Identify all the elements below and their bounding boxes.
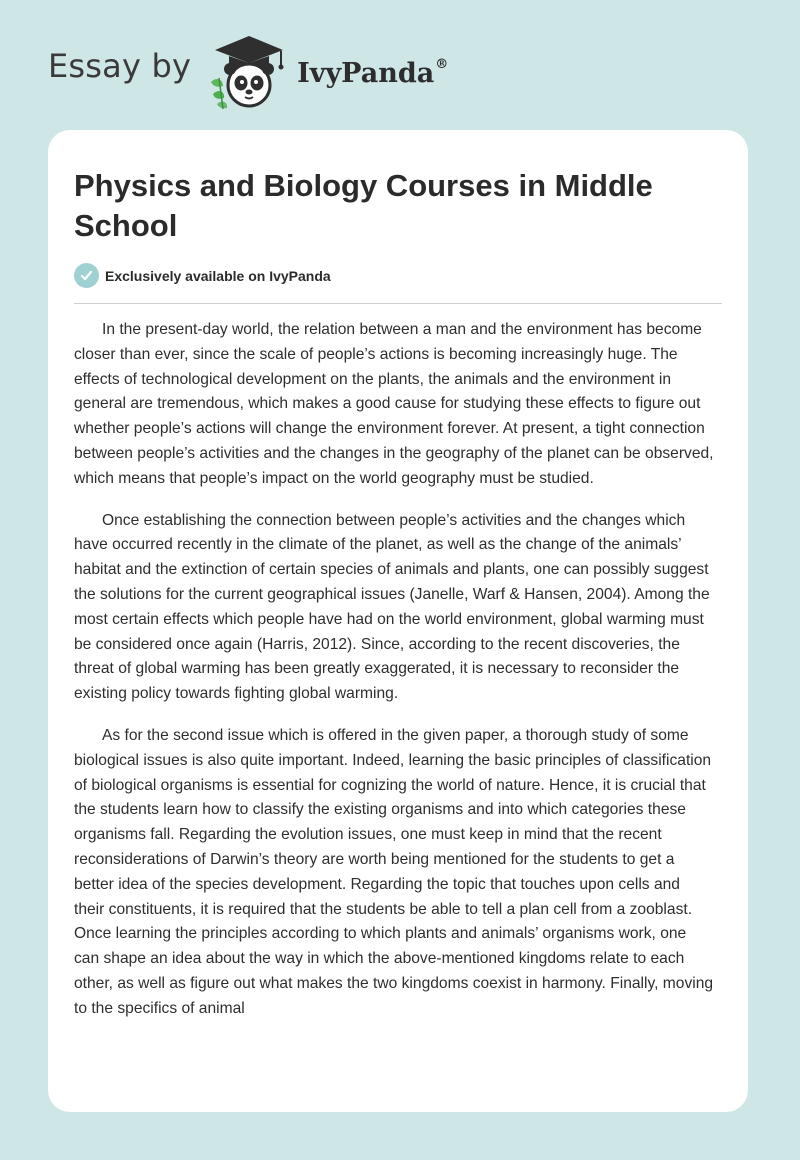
registered-mark: ®: [435, 56, 449, 72]
site-header: [48, 30, 448, 110]
paragraph: Once establishing the connection between people’s activities and the changes which have occurred recently in the climate of the planet, as well as the change of the animals’ habitat and the extinction of certain species of animals and plants, one can possibly suggest the solutions for the current geographical issues (Janelle, Warf & Hansen, 2004). Among the most certain effects which people have had on the world environment, global warming must be considered once again (Harris, 2012). Since, according to the recent discoveries, the threat of global warming has been greatly exaggerated, it is necessary to reconsider the existing policy towards fighting global warming.: [74, 511, 710, 703]
paragraph: In the present-day world, the relation between a man and the environment has become closer than ever, since the scale of people’s actions is becoming increasingly huge. The effects of technological development on the plants, the animals and the environment in general are tremendous, which makes a good cause for studying these effects to figure out whether people’s actions will change the environment forever. At present, a tight connection between people’s activities and the changes in the geography of the planet can be observed, which means that people’s impact on the world geography must be studied.: [74, 321, 714, 487]
exclusive-badge-label: Exclusively available on IvyPanda: [105, 267, 331, 284]
brand-name-text: IvyPanda: [297, 57, 435, 89]
essay-card: [48, 130, 748, 1112]
paragraph: As for the second issue which is offered in the given paper, a thorough study of some biological issues is also quite important. Indeed, learning the basic principles of classification of biological organisms is essential for cognizing the world of nature. Hence, it is crucial that the students learn how to classify the existing organisms and into which categories these organisms fall. Regarding the evolution issues, one must keep in mind that the recent reconsiderations of Darwin’s theory are worth being mentioned for the students to get a better idea of the species development. Regarding the topic that touches upon cells and their constituents, it is required that the students be able to tell a plan cell from a zooblast. Once learning the principles according to which plants and animals’ organisms work, one can shape an idea about the way in which the above-mentioned kingdoms relate to each other, as well as figure out what makes the two kingdoms coexist in harmony. Finally, moving to the specifics of animal: [74, 726, 714, 1017]
essay-title: Physics and Biology Courses in Middle School: [74, 168, 653, 243]
brand-name[interactable]: [297, 58, 448, 89]
check-circle-icon: [74, 263, 99, 288]
exclusive-badge: [74, 263, 331, 288]
title-divider: [74, 303, 722, 304]
ivypanda-logo-icon[interactable]: [203, 30, 295, 110]
essay-by-label: Essay by: [48, 47, 192, 85]
essay-body: [74, 318, 714, 1039]
